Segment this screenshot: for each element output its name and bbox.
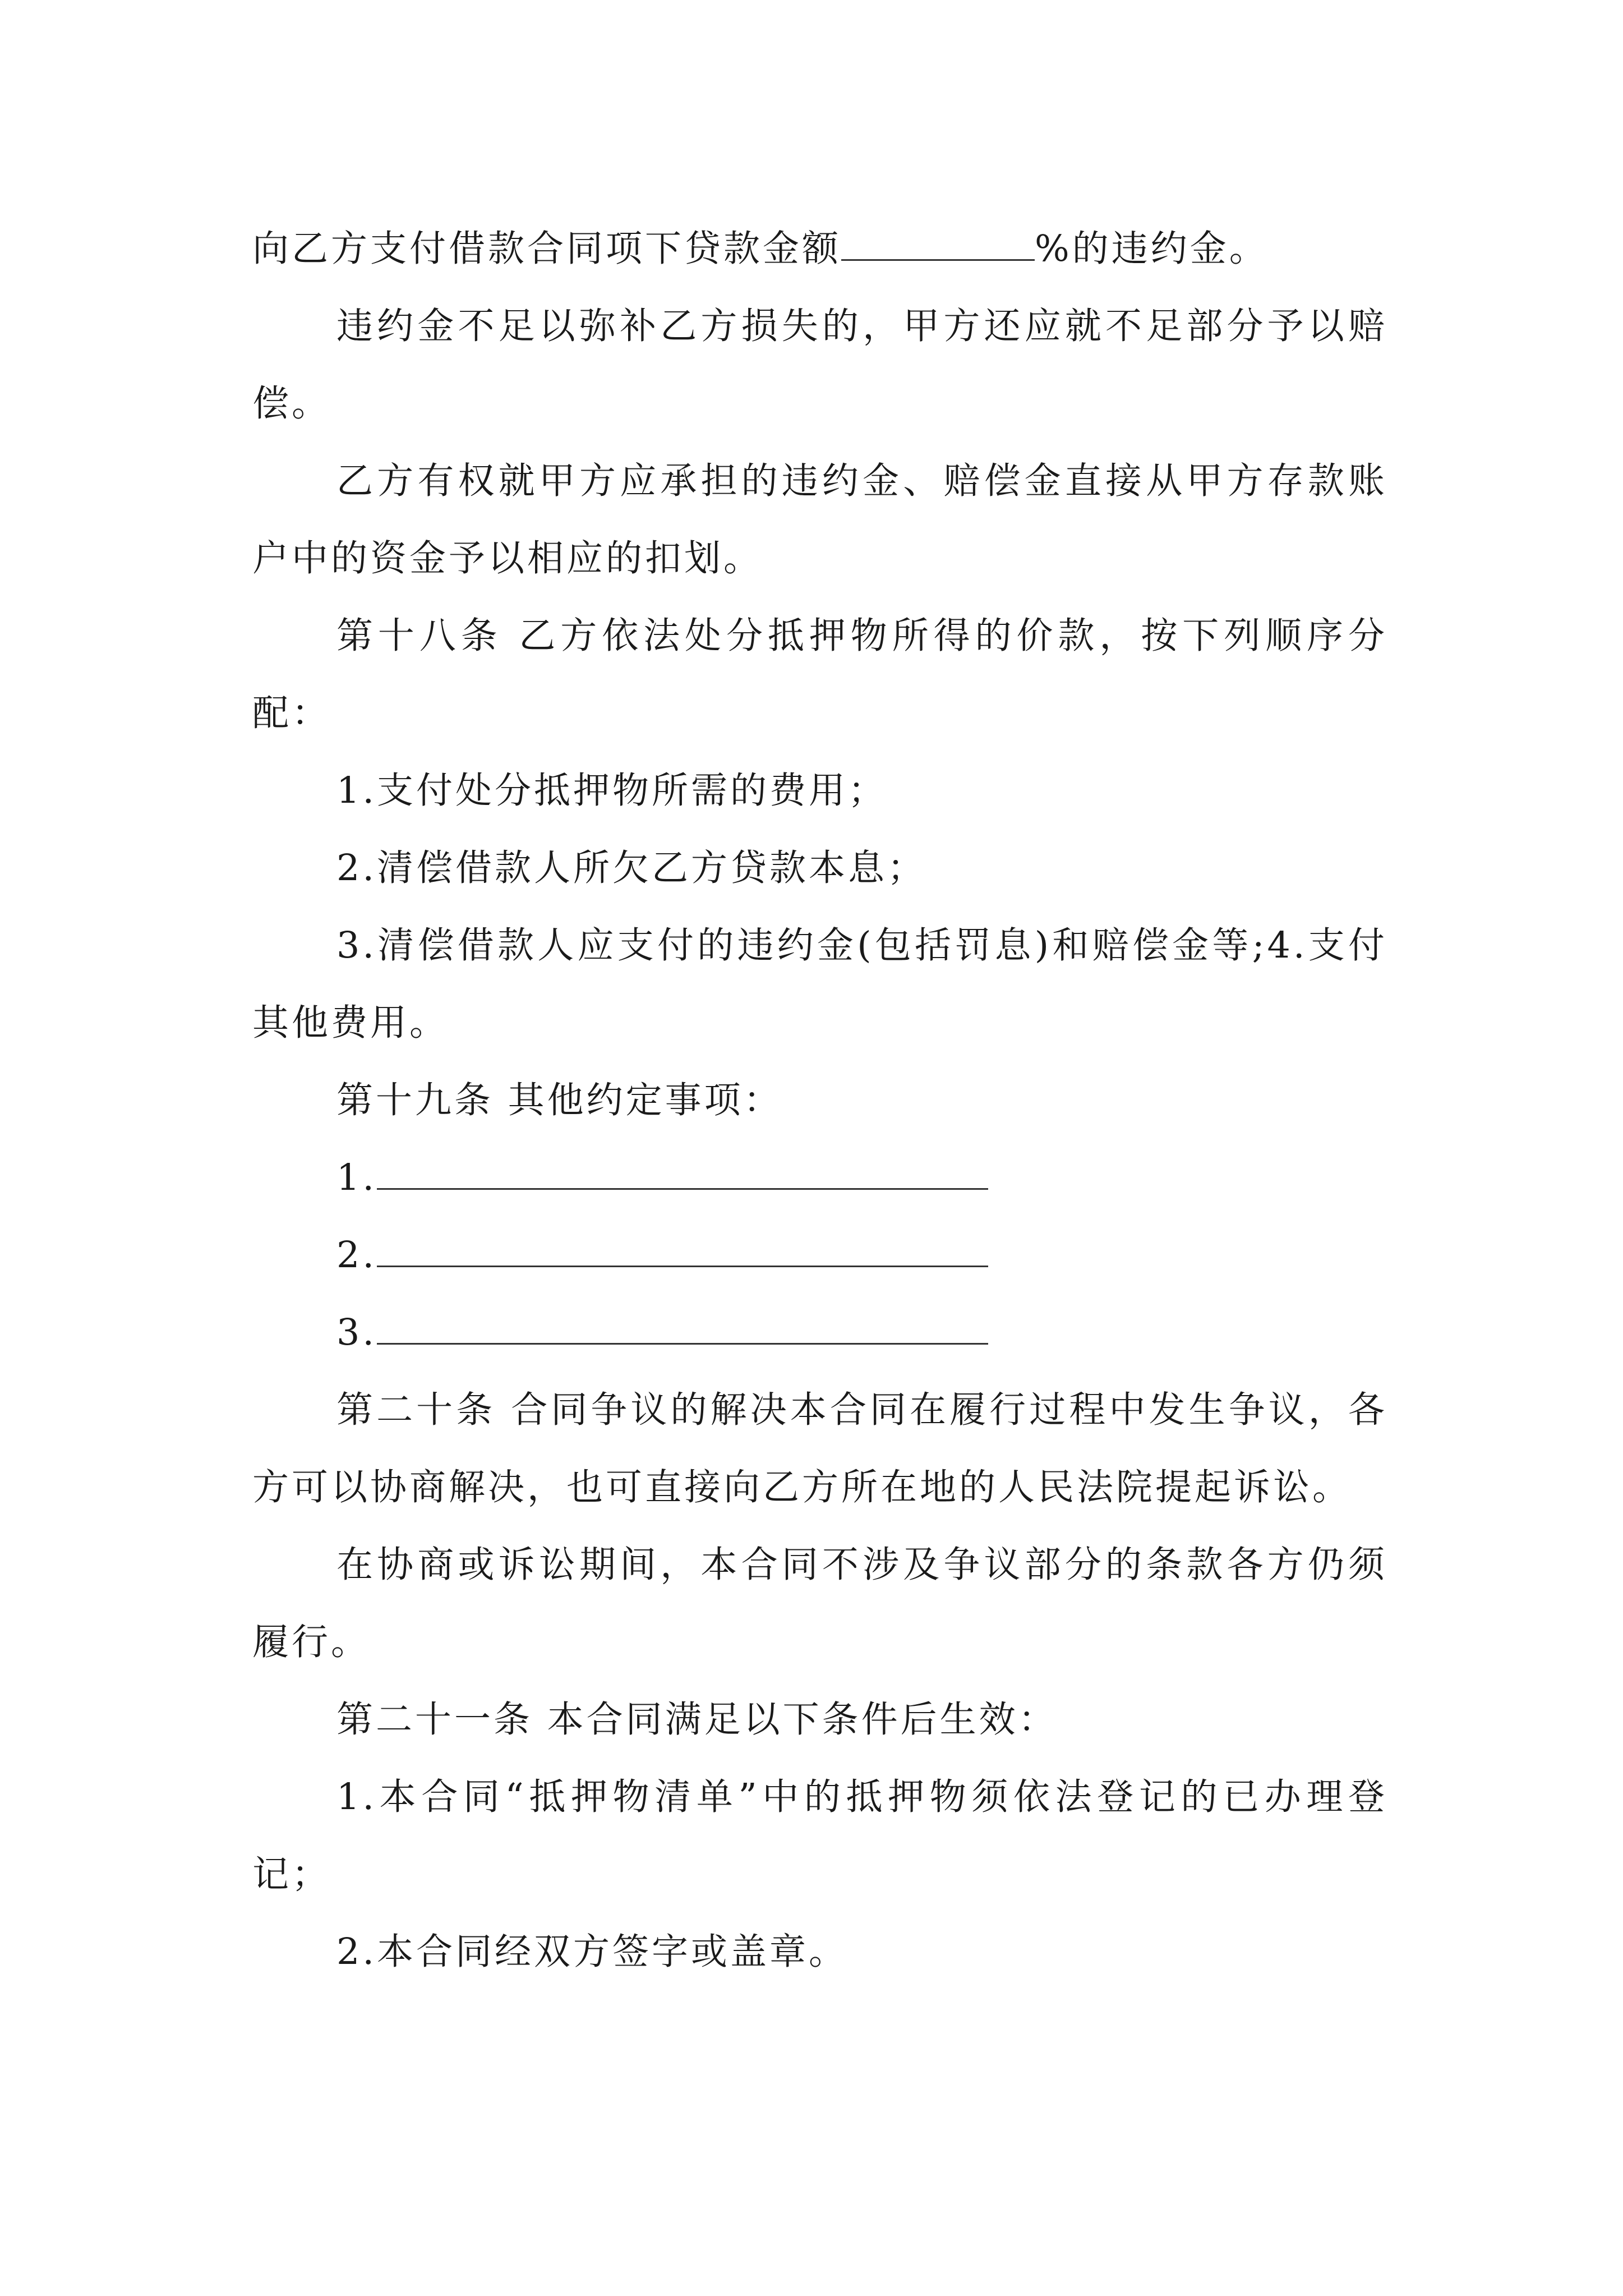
paragraph-text: 乙方有权就甲方应承担的违约金、赔偿金直接从甲方存款账户中的资金予以相应的扣划。 [252, 460, 1387, 579]
paragraph-text: 第十九条 其他约定事项： [336, 1079, 783, 1121]
document-body [252, 210, 1387, 1991]
article-21-heading [252, 1681, 1387, 1759]
paragraph-text: %的违约金。 [1035, 228, 1269, 270]
paragraph-text: 3.清偿借款人应支付的违约金(包括罚息)和赔偿金等;4.支付其他费用。 [252, 924, 1387, 1044]
other-terms-line-1 [252, 1139, 1387, 1217]
paragraph-text: 1.支付处分抵押物所需的费用； [336, 770, 888, 812]
article-21-item-2 [252, 1913, 1387, 1991]
article-18-heading [252, 597, 1387, 752]
paragraph-text: 在协商或诉讼期间，本合同不涉及争议部分的条款各方仍须履行。 [252, 1544, 1387, 1663]
article-20-paragraph [252, 1372, 1387, 1526]
deduction-paragraph [252, 443, 1387, 597]
line-label: 3. [336, 1312, 377, 1354]
other-terms-blank-2[interactable] [377, 1232, 988, 1267]
paragraph-text: 第十八条 乙方依法处分抵押物所得的价款，按下列顺序分配： [252, 615, 1387, 734]
paragraph-text: 违约金不足以弥补乙方损失的，甲方还应就不足部分予以赔偿。 [252, 305, 1387, 425]
paragraph-text: 2.本合同经双方签字或盖章。 [336, 1931, 849, 1973]
compensation-paragraph [252, 288, 1387, 443]
penalty-clause-continuation [252, 210, 1387, 288]
penalty-percentage-blank[interactable] [841, 226, 1035, 261]
paragraph-text: 第二十条 合同争议的解决本合同在履行过程中发生争议，各方可以协商解决，也可直接向乙方所在地的人民法院提起诉讼。 [252, 1389, 1387, 1508]
paragraph-text: 2.清偿借款人所欠乙方贷款本息； [336, 847, 927, 889]
other-terms-blank-3[interactable] [377, 1309, 988, 1345]
dispute-period-paragraph [252, 1526, 1387, 1681]
other-terms-line-2 [252, 1217, 1387, 1294]
article-19-heading [252, 1062, 1387, 1139]
article-18-item-2 [252, 830, 1387, 907]
other-terms-line-3 [252, 1294, 1387, 1372]
paragraph-text: 1.本合同“抵押物清单”中的抵押物须依法登记的已办理登记； [252, 1776, 1387, 1895]
paragraph-text: 第二十一条 本合同满足以下条件后生效： [336, 1699, 1058, 1741]
other-terms-blank-1[interactable] [377, 1154, 988, 1190]
article-18-item-1 [252, 752, 1387, 830]
article-21-item-1 [252, 1759, 1387, 1913]
line-label: 2. [336, 1234, 377, 1276]
line-label: 1. [336, 1157, 377, 1199]
paragraph-text: 向乙方支付借款合同项下贷款金额 [252, 228, 842, 270]
article-18-item-3 [252, 907, 1387, 1062]
